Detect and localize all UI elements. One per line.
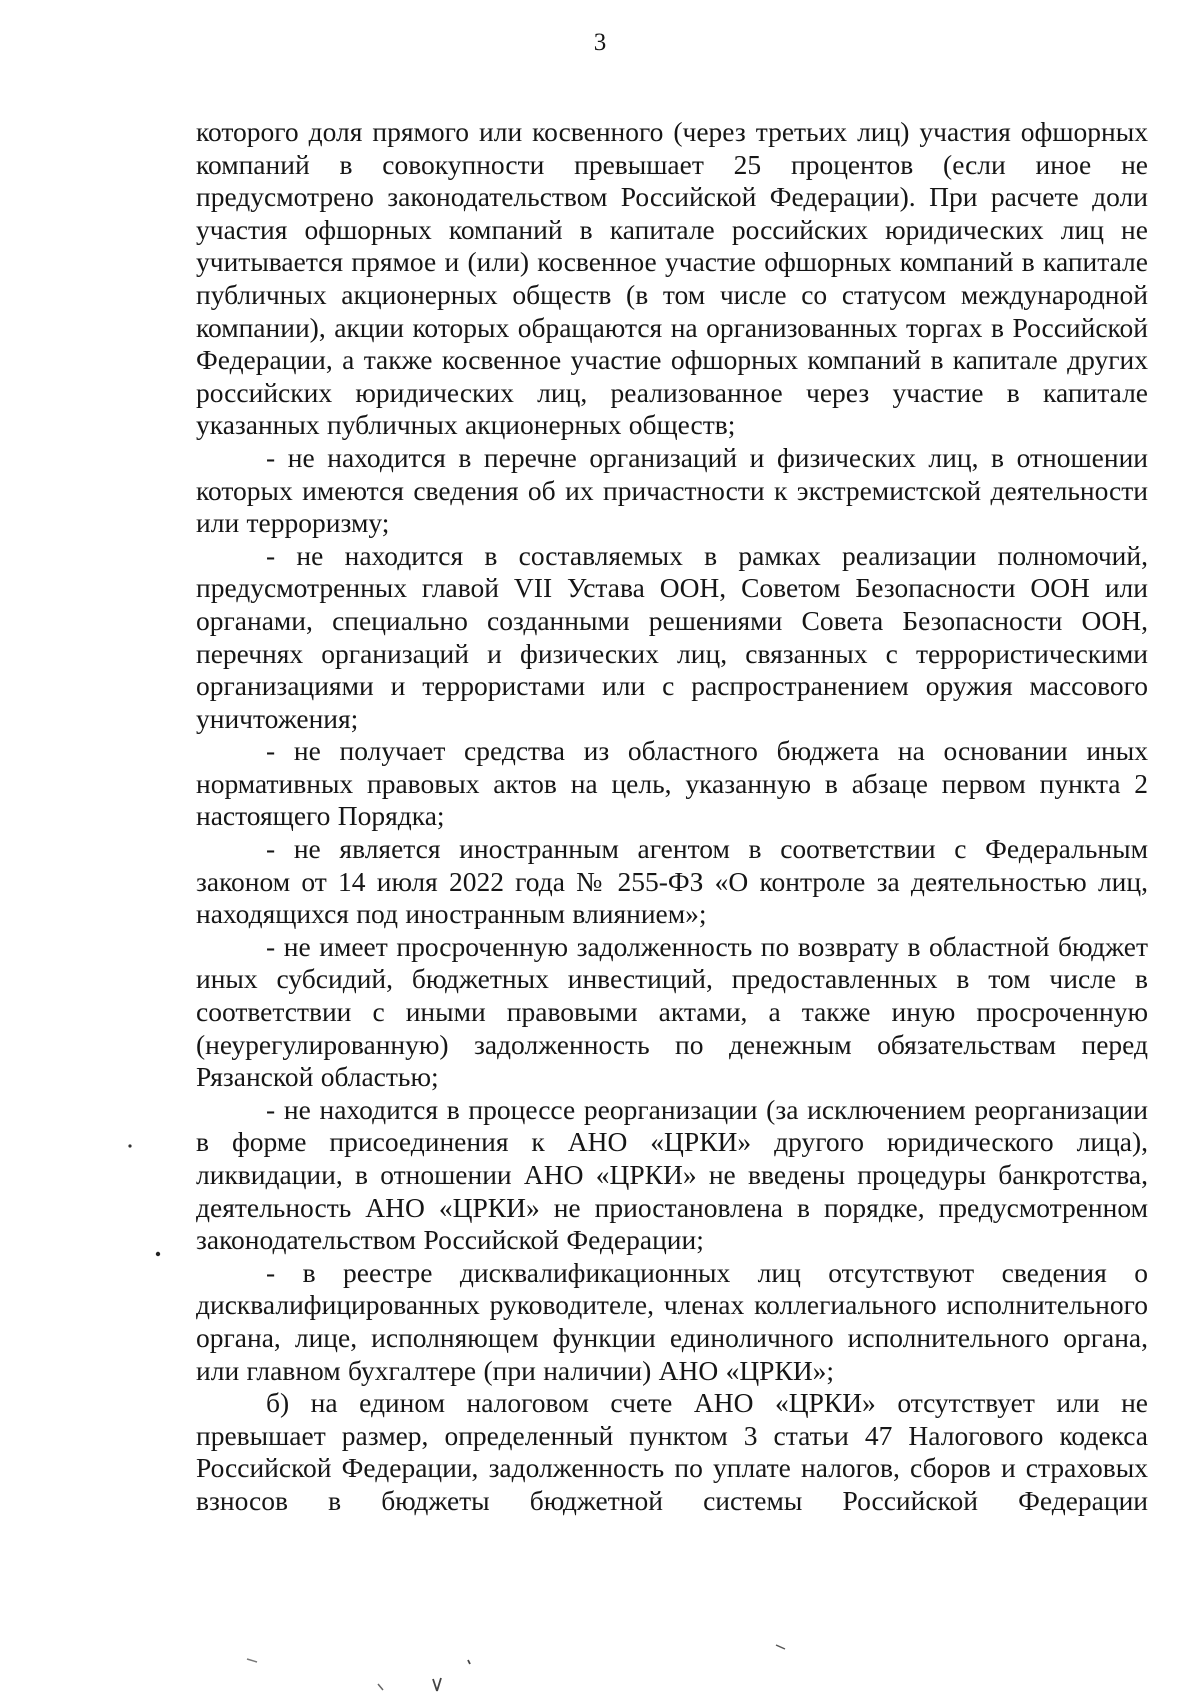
paragraph-foreign-agent: - не является иностранным агентом в соответствии с Федеральным законом от 14 июля 2022 года № 255-ФЗ «О контроле за деятельностью лиц, находящихся под иностранным влиянием»;	[196, 833, 1148, 930]
scan-speck	[776, 1645, 785, 1649]
paragraph-extremism-list: - не находится в перечне организаций и физических лиц, в отношении которых имеются сведения об их причастности к экстремистской деятельности или терроризму;	[196, 441, 1148, 539]
scan-speck	[247, 1659, 257, 1662]
scan-speck	[128, 1144, 131, 1147]
paragraph-disqualified-persons: - в реестре дисквалификационных лиц отсутствуют сведения о дисквалифицированных руководителе, членах коллегиального исполнительного органа, лице, исполняющем функции единоличного исполнительного органа, или главном бухгалтере (при наличии) АНО «ЦРКИ»;	[196, 1256, 1148, 1386]
paragraph-tax-account: б) на едином налоговом счете АНО «ЦРКИ» отсутствует или не превышает размер, определенный пунктом 3 статьи 47 Налогового кодекса Российской Федерации, задолженность по уплате налогов, сборов и страховых взносов в бюджеты бюджетной системы Российской Федерации	[196, 1387, 1148, 1516]
paragraph-regional-budget-funds: - не получает средства из областного бюджета на основании иных нормативных правовых актов на цель, указанную в абзаце первом пункта 2 настоящего Порядка;	[196, 735, 1148, 832]
page-number: 3	[593, 29, 607, 56]
paragraph-reorganization: - не находится в процессе реорганизации (за исключением реорганизации в форме присоединения к АНО «ЦРКИ» другого юридического лица), ликвидации, в отношении АНО «ЦРКИ» не введены процедуры банкротства, деятельность АНО «ЦРКИ» не приостановлена в порядке, предусмотренном законодательством Российской Федерации;	[196, 1093, 1148, 1256]
scan-speck	[378, 1684, 383, 1690]
paragraph-offshore-participation: которого доля прямого или косвенного (через третьих лиц) участия офшорных компаний в совокупности превышает 25 процентов (если иное не предусмотрено законодательством Российской Федерации). При расчете доли участия офшорных компаний в капитале российских юридических лиц не учитывается прямое и (или) косвенное участие офшорных компаний в капитале публичных акционерных обществ (в том числе со статусом международной компании), акции которых обращаются на организованных торгах в Российской Федерации, а также косвенное участие офшорных компаний в капитале других российских юридических лиц, реализованное через участие в капитале указанных публичных акционерных обществ;	[196, 116, 1148, 441]
paragraph-overdue-debt: - не имеет просроченную задолженность по возврату в областной бюджет иных субсидий, бюджетных инвестиций, предоставленных в том числе в соответствии с иными правовыми актами, а также иную просроченную (неурегулированную) задолженность по денежным обязательствам перед Рязанской областью;	[196, 930, 1148, 1093]
scan-speck	[433, 1660, 470, 1691]
scan-speck	[156, 1252, 160, 1256]
paragraph-un-sanctions-list: - не находится в составляемых в рамках реализации полномочий, предусмотренных главой VII Устава ООН, Советом Безопасности ООН или органами, специально созданными решениями Совета Безопасности ООН, перечнях организаций и физических лиц, связанных с террористическими организациями и террористами или с распространением оружия массового уничтожения;	[196, 539, 1148, 734]
document-body	[196, 116, 1148, 1518]
